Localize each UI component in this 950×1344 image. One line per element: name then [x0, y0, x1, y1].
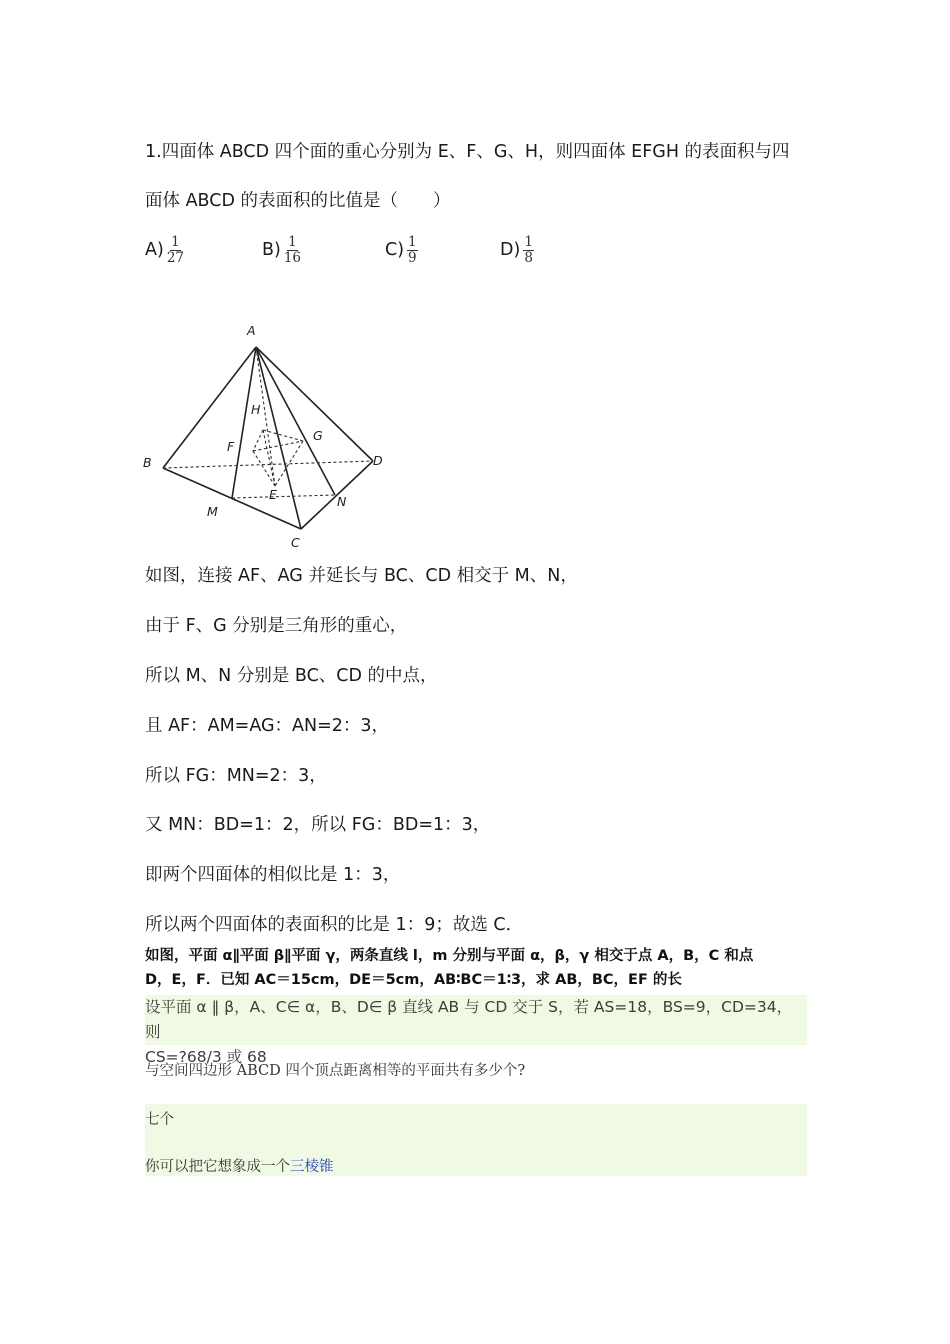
option-d-numerator: 1 — [524, 233, 533, 250]
option-d-letter: D) — [500, 240, 521, 260]
solution-line: 由于 F、G 分别是三角形的重心， — [145, 616, 408, 636]
tetrahedron-figure — [143, 318, 393, 552]
option-d — [500, 228, 534, 272]
option-b-numerator: 1 — [288, 233, 297, 250]
line-an — [256, 347, 335, 495]
option-c-numerator: 1 — [408, 233, 417, 250]
edge-bc — [163, 468, 301, 529]
option-b-letter: B) — [262, 240, 281, 260]
option-a-letter: A) — [145, 240, 164, 260]
answer4 — [145, 1104, 807, 1176]
question2-line2: D，E，F．已知 AC＝15cm，DE＝5cm，AB∶BC＝1∶3，求 AB，BC，EF 的长 — [145, 972, 682, 988]
option-a-denominator: 27 — [166, 249, 184, 266]
solution-line: 所以 M、N 分别是 BC、CD 的中点， — [145, 666, 438, 686]
label-e: E — [269, 487, 277, 502]
option-a — [145, 228, 184, 272]
label-f: F — [227, 439, 235, 454]
line-he — [263, 430, 275, 486]
option-d-fraction — [523, 235, 534, 266]
option-c-denominator: 9 — [408, 249, 417, 266]
label-h: H — [251, 402, 261, 417]
question3 — [145, 995, 807, 1066]
option-b — [262, 228, 301, 272]
answer4-line2 — [145, 1155, 334, 1176]
option-c-fraction — [407, 235, 418, 266]
option-b-fraction — [284, 235, 301, 266]
solution-line: 又 MN：BD=1：2，所以 FG：BD=1：3， — [145, 815, 491, 835]
edge-ab — [163, 347, 256, 468]
solution-line: 所以 FG：MN=2：3， — [145, 766, 327, 786]
line-hf — [253, 430, 263, 451]
solution-line: 如图，连接 AF、AG 并延长与 BC、CD 相交于 M、N， — [145, 566, 578, 586]
option-c-letter: C) — [385, 240, 405, 260]
option-c — [385, 228, 418, 272]
question3-line2: CS=?68/3 或 68 — [145, 1048, 267, 1066]
question4: 与空间四边形 ABCD 四个顶点距离相等的平面共有多少个? — [145, 1063, 526, 1079]
edge-ad — [256, 347, 373, 461]
label-m: M — [207, 504, 218, 519]
question3-line1: 设平面 α ‖ β，A、C∈ α，B、D∈ β 直线 AB 与 CD 交于 S，若 AS=18，BS=9，CD=34，则 — [145, 998, 793, 1041]
label-c: C — [291, 535, 300, 550]
question2 — [145, 944, 807, 992]
question2-line1: 如图，平面 α∥平面 β∥平面 γ，两条直线 l，m 分别与平面 α，β，γ 相交于点 A，B，C 和点 — [145, 948, 754, 964]
question1-line2: 面体 ABCD 的表面积的比值是（ ） — [145, 191, 451, 211]
label-g: G — [313, 428, 323, 443]
answer4-line1: 七个 — [145, 1112, 174, 1128]
edge-ac — [256, 347, 301, 529]
solution-line: 且 AF：AM=AG：AN=2：3， — [145, 716, 390, 736]
edge-bd — [163, 461, 373, 468]
label-a: A — [247, 323, 256, 338]
line-am — [232, 347, 256, 498]
label-d: D — [373, 453, 383, 468]
label-n: N — [337, 494, 347, 509]
line-fg — [253, 441, 303, 451]
option-a-numerator: 1 — [171, 233, 180, 250]
line-mn — [232, 495, 335, 498]
option-d-denominator: 8 — [524, 249, 533, 266]
question1-line1: 1.四面体 ABCD 四个面的重心分别为 E、F、G、H，则四面体 EFGH 的表面积与四 — [145, 142, 790, 162]
solution-line: 所以两个四面体的表面积的比是 1：9；故选 C． — [145, 915, 524, 935]
option-b-denominator: 16 — [283, 249, 302, 266]
line-hg — [263, 430, 303, 441]
answer4-prefix: 你可以把它想象成一个 — [145, 1159, 290, 1175]
label-b: B — [143, 455, 152, 470]
option-a-fraction — [167, 235, 184, 266]
answer-options — [145, 228, 807, 272]
solution-line: 即两个四面体的相似比是 1：3， — [145, 865, 401, 885]
triangular-pyramid-link[interactable]: 三棱锥 — [290, 1159, 334, 1175]
